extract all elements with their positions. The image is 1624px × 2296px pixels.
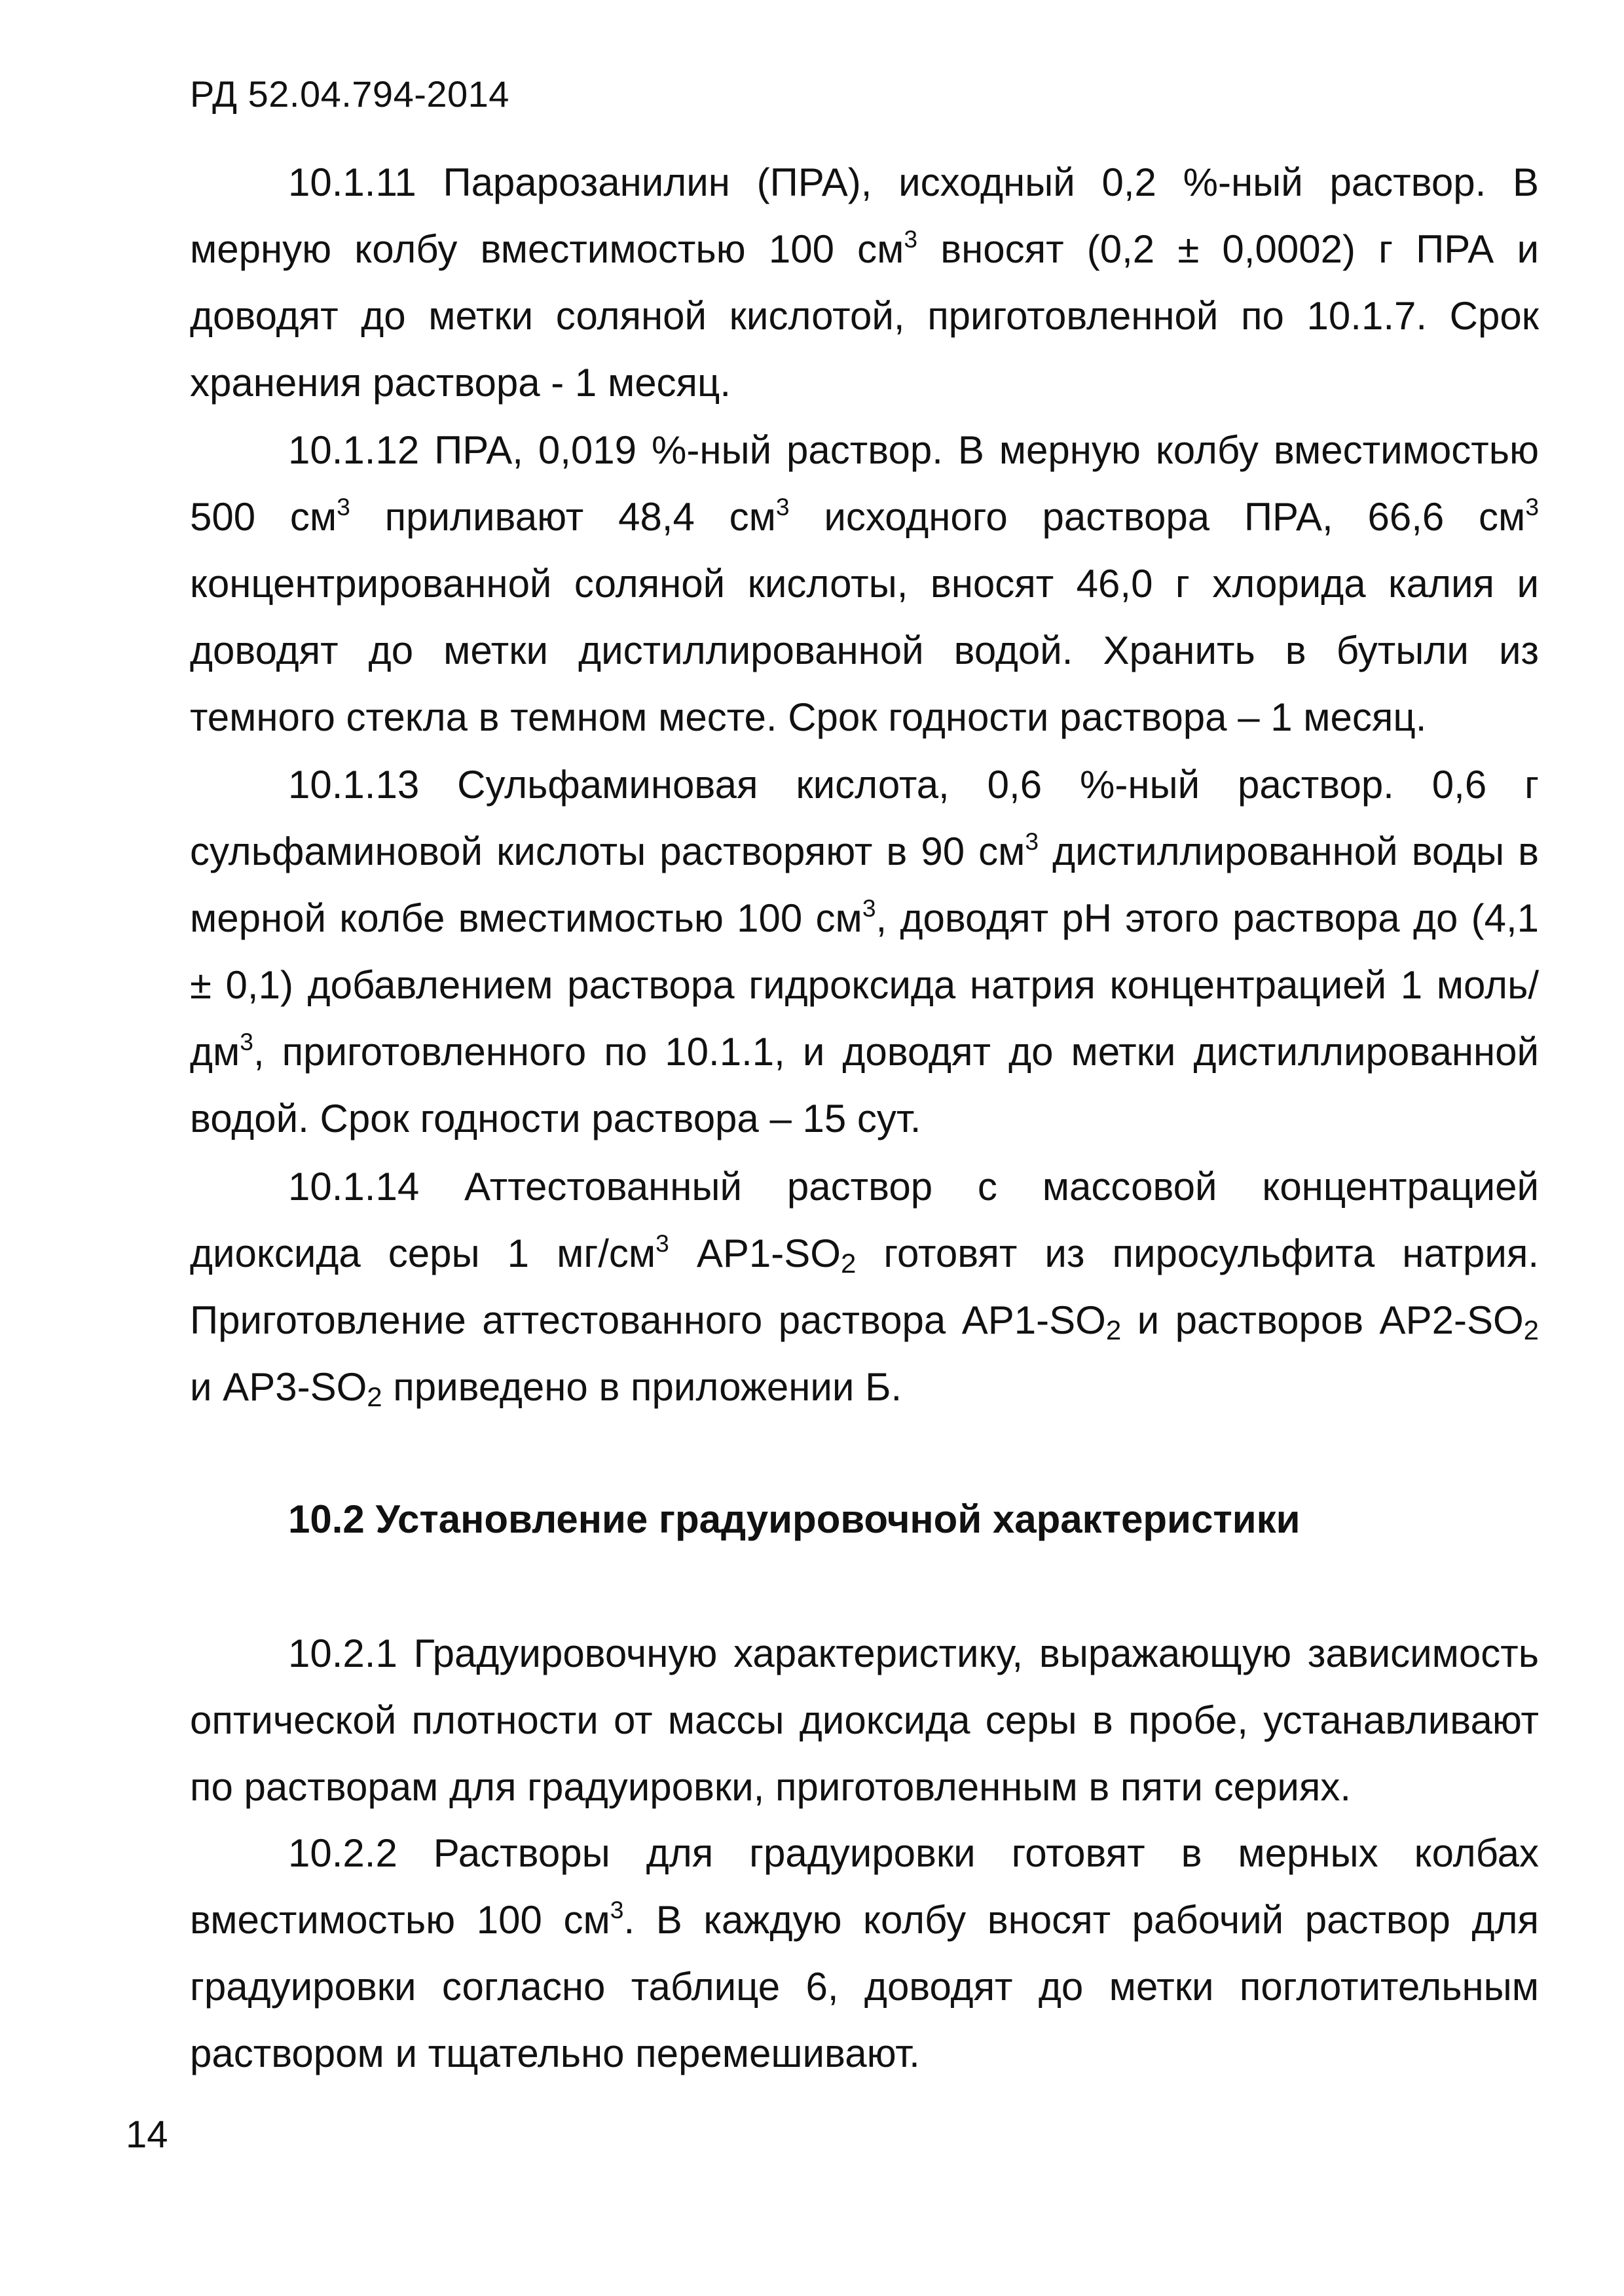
paragraph-10-2-2 bbox=[190, 1820, 1539, 2087]
text-run: 10.2.2 Растворы для градуировки готовят в мерных колбах вместимостью 100 см bbox=[190, 1831, 1539, 1942]
text-run: исходного раствора ПРА, 66,6 см bbox=[789, 495, 1526, 539]
paragraph-10-1-11 bbox=[190, 149, 1539, 416]
subscript: 2 bbox=[367, 1381, 382, 1413]
text-run: АР1-SO bbox=[669, 1231, 841, 1275]
superscript: 3 bbox=[904, 225, 918, 253]
superscript: 3 bbox=[775, 492, 790, 520]
superscript: 3 bbox=[337, 492, 350, 520]
text-run: , приготовленного по 10.1.1, и доводят до метки дистиллированной водой. Срок годности раствора – 15 сут. bbox=[190, 1030, 1539, 1140]
text-run: и АР3-SO bbox=[190, 1365, 367, 1409]
subscript: 2 bbox=[1105, 1315, 1122, 1346]
text-run: вносят (0,2 ± 0,0002) г ПРА и доводят до метки соляной кислотой, приготовленной по 10.1.7. Срок хранения раствора - 1 месяц. bbox=[190, 227, 1540, 405]
subscript: 2 bbox=[1523, 1315, 1539, 1346]
superscript: 3 bbox=[240, 1027, 253, 1055]
text-run: , доводят pH этого раствора до (4,1 ± 0,1) добавлением раствора гидроксида натрия концентрацией 1 моль/дм bbox=[190, 896, 1540, 1074]
subscript: 2 bbox=[840, 1248, 857, 1279]
page-number: 14 bbox=[126, 2113, 168, 2156]
text-run: приведено в приложении Б. bbox=[382, 1365, 902, 1409]
text-run: 10.1.11 Парарозанилин (ПРА), исходный 0,2 %-ный раствор. В мерную колбу вместимостью 100 см bbox=[190, 160, 1539, 271]
superscript: 3 bbox=[862, 894, 876, 922]
text-run: 10.1.12 ПРА, 0,019 %-ный раствор. В мерную колбу вместимостью 500 см bbox=[190, 428, 1539, 539]
superscript: 3 bbox=[655, 1229, 669, 1257]
text-run: 10.1.13 Сульфаминовая кислота, 0,6 %-ный раствор. 0,6 г сульфаминовой кислоты растворяют в 90 см bbox=[190, 763, 1539, 873]
text-run: . В каждую колбу вносят рабочий раствор для градуировки согласно таблице 6, доводят до метки поглотительным раствором и тщательно перемешивают. bbox=[190, 1898, 1539, 2075]
text-run: готовят из пиросульфита натрия. Приготовление аттестованного раствора АР1-SO bbox=[190, 1231, 1539, 1342]
section-heading-10-2: 10.2 Установление градуировочной характеристики bbox=[288, 1497, 1301, 1541]
paragraph-10-1-14 bbox=[190, 1154, 1539, 1421]
document-code-header: РД 52.04.794-2014 bbox=[190, 73, 509, 115]
text-run: концентрированной соляной кислоты, вносят 46,0 г хлорида калия и доводят до метки дистиллированной водой. Хранить в бутыли из темного стекла в темном месте. Срок годности раствора – 1 месяц. bbox=[190, 562, 1539, 739]
text-run: приливают 48,4 см bbox=[350, 495, 776, 539]
superscript: 3 bbox=[610, 1895, 624, 1923]
text-run: 10.1.14 Аттестованный раствор с массовой концентрацией диоксида серы 1 мг/см bbox=[190, 1165, 1539, 1275]
superscript: 3 bbox=[1025, 827, 1039, 855]
paragraph-10-2-1: 10.2.1 Градуировочную характеристику, выражающую зависимость оптической плотности от массы диоксида серы в пробе, устанавливают по растворам для градуировки, приготовленным в пяти сериях. bbox=[190, 1631, 1539, 1809]
text-run: дистиллированной воды в мерной колбе вместимостью 100 см bbox=[190, 829, 1539, 940]
paragraph-10-1-13 bbox=[190, 752, 1539, 1152]
paragraph-10-1-12 bbox=[190, 417, 1539, 751]
text-run: и растворов АР2-SO bbox=[1121, 1298, 1524, 1342]
superscript: 3 bbox=[1525, 492, 1539, 520]
